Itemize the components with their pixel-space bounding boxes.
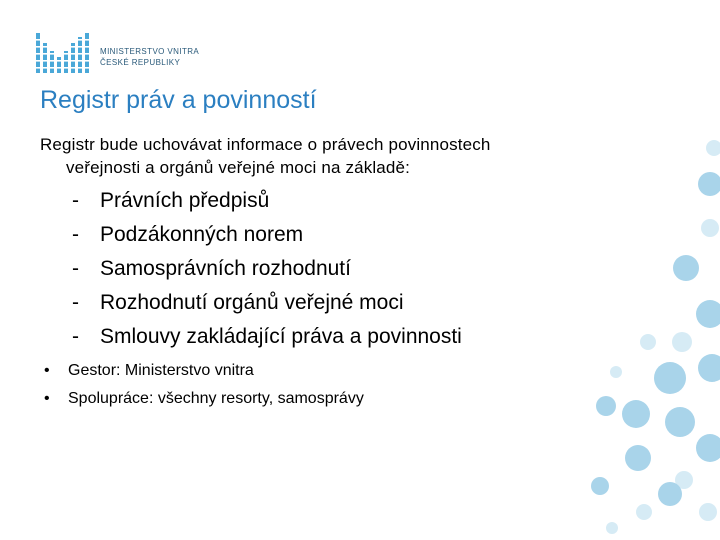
intro-line-1: Registr bude uchovávat informace o právech povinnostech: [40, 135, 491, 154]
logo-line-1: MINISTERSTVO VNITRA: [100, 47, 200, 56]
intro-paragraph: [40, 133, 600, 179]
dash-marker: -: [72, 189, 79, 212]
bullet-marker: •: [44, 390, 50, 407]
info-bullet-list: [40, 357, 364, 413]
list-item: - Podzákonných norem: [72, 218, 462, 252]
logo-line-2: ČESKÉ REPUBLIKY: [100, 58, 181, 67]
list-item: - Rozhodnutí orgánů veřejné moci: [72, 286, 462, 320]
list-item: • Gestor: Ministerstvo vnitra: [40, 357, 364, 385]
bullet-marker: •: [44, 362, 50, 379]
dash-marker: -: [72, 257, 79, 280]
ministry-logo-text: [100, 46, 199, 68]
list-item: - Samosprávních rozhodnutí: [72, 252, 462, 286]
dash-marker: -: [72, 223, 79, 246]
dash-marker: -: [72, 325, 79, 348]
page-title: Registr práv a povinností: [40, 86, 317, 114]
decorative-dots-pattern: [560, 120, 720, 540]
list-item: • Spolupráce: všechny resorty, samosprávy: [40, 385, 364, 413]
intro-line-2: veřejnosti a orgánů veřejné moci na základě:: [66, 158, 410, 177]
ministry-logo-mark: [36, 33, 96, 75]
legal-basis-list: [72, 184, 462, 354]
list-item: - Smlouvy zakládající práva a povinnosti: [72, 320, 462, 354]
dash-marker: -: [72, 291, 79, 314]
list-item: - Právních předpisů: [72, 184, 462, 218]
